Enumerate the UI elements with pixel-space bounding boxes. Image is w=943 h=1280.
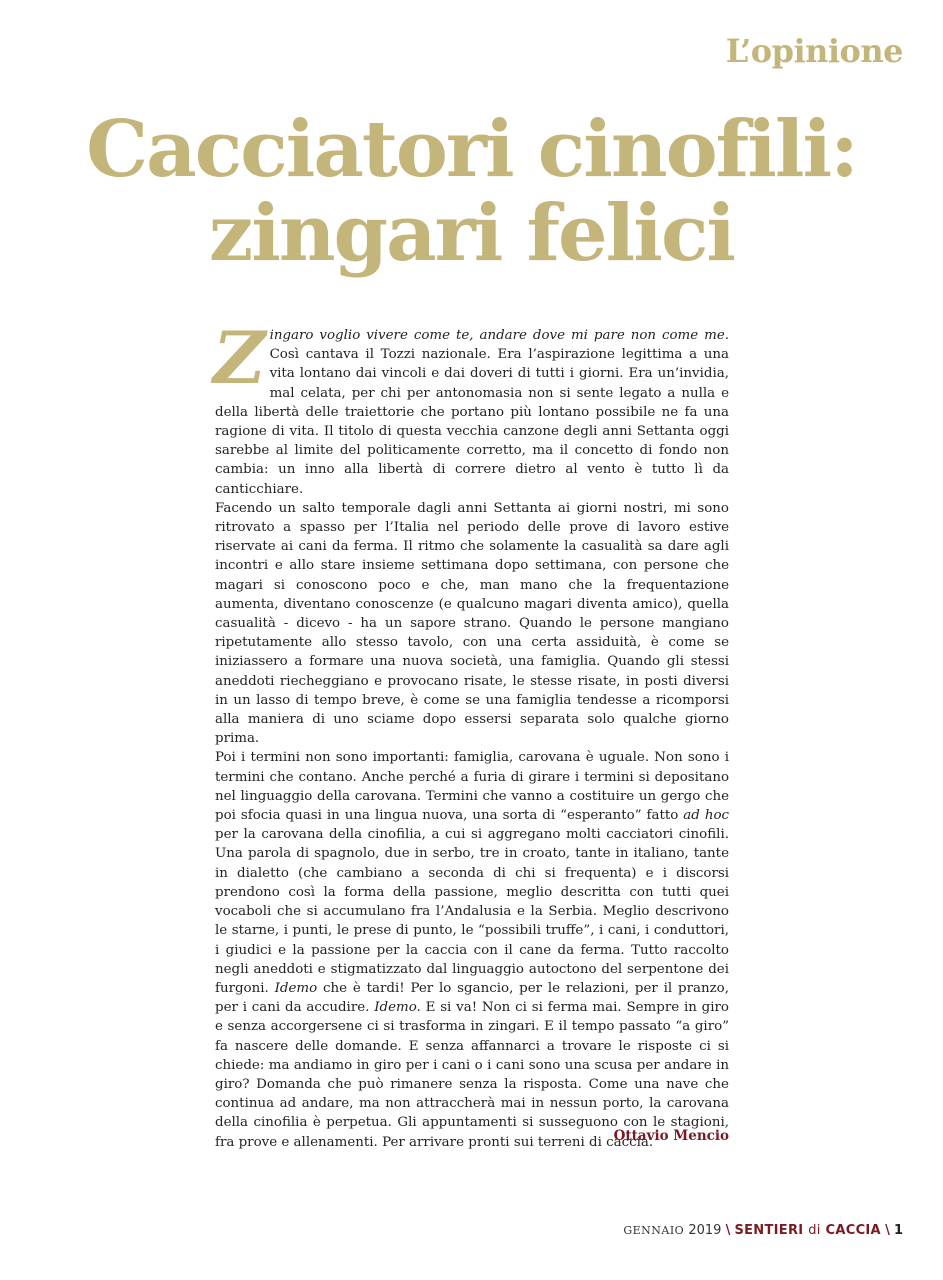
paragraph-1-text: Così cantava il Tozzi nazionale. Era l’aspirazione legittima a una vita lontano dai vincoli e dai doveri di tutti i giorni. Era un’invidia, mal celata, per chi per antonomasia non si sente legato a nulla e della libertà delle traiettorie che portano più lontano possibile ne fa una ragione di vita. Il titolo di questa vecchia canzone degli anni Settanta oggi sarebbe al limite del politicamente corretto, ma il concetto di fondo non cambia: un inno alla libertà di correre dietro al vento è tutto lì da canticchiare. bbox=[215, 347, 729, 497]
footer-separator-1: \ bbox=[725, 1223, 731, 1238]
italic-idemo-2: Idemo. bbox=[374, 1000, 421, 1016]
magazine-name-a: SENTIERI bbox=[734, 1223, 809, 1238]
paragraph-3-text-a: Poi i termini non sono importanti: famiglia, carovana è uguale. Non sono i termini che contano. Anche perché a furia di girare i termini si depositano nel linguaggio della carovana. Termini che vanno a costituire un gergo che poi sfocia quasi in una lingua nuova, una sorta di “esperanto” fatto bbox=[215, 750, 729, 824]
italic-idemo-1: Idemo bbox=[274, 980, 318, 996]
headline-line-1: Cacciatori cinofili: bbox=[86, 104, 857, 195]
headline bbox=[0, 104, 943, 279]
page-footer bbox=[623, 1223, 903, 1238]
section-label: L’opinione bbox=[725, 32, 903, 70]
paragraph-3-text-c: che è tardi! Per lo sgancio, per le relazioni, per il pranzo, per i cani da accudire. bbox=[215, 980, 729, 1016]
footer-month: GENNAIO bbox=[623, 1224, 685, 1237]
paragraph-3 bbox=[215, 748, 729, 1151]
page-number: 1 bbox=[893, 1223, 903, 1238]
italic-ad-hoc: ad hoc bbox=[683, 808, 730, 824]
article-body bbox=[213, 315, 730, 1152]
footer-separator-2: \ bbox=[885, 1223, 890, 1238]
paragraph-2: Facendo un salto temporale dagli anni Settanta ai giorni nostri, mi sono ritrovato a spasso per l’Italia nel periodo delle prove di lavoro estive riservate ai cani da ferma. Il ritmo che solamente la casualità sa dare agli incontri e allo stare insieme settimana dopo settimana, con persone che magari si conoscono poco e che, man mano che la frequentazione aumenta, diventano conoscenze (e qualcuno magari diventa amico), quella casualità - dicevo - ha un sapore strano. Quando le persone mangiano ripetutamente allo stesso tavolo, con una certa assiduità, è come se iniziassero a formare una nuova società, una famiglia. Quando gli stessi aneddoti riecheggiano e provocano risate, le stesse risate, in posti diversi in un lasso di tempo breve, è come se una famiglia tendesse a ricomporsi alla maniera di uno sciame dopo essersi separata solo qualche giorno prima. bbox=[215, 500, 729, 747]
paragraph-3-text-d: E si va! Non ci si ferma mai. Sempre in giro e senza accorgersene ci si trasforma in zingari. E il tempo passato “a giro” fa nascere delle domande. E senza affannarci a trovare le risposte ci si chiede: ma andiamo in giro per i cani o i cani sono una scusa per andare in giro? Domanda che può rimanere senza la risposta. Come una nave che continua ad andare, ma non attraccherà mai in nessun porto, la carovana della cinofilia è perpetua. Gli appuntamenti si susseguono con le stagioni, fra prove e allenamenti. Per arrivare pronti sui terreni di caccia. bbox=[215, 1000, 729, 1150]
headline-line-2: zingari felici bbox=[208, 188, 735, 279]
paragraph-3-text-b: per la carovana della cinofilia, a cui si aggregano molti cacciatori cinofili. Una parola di spagnolo, due in serbo, tre in croato, tante in italiano, tante in dialetto (che cambiano a seconda di chi si frequenta) e i discorsi prendono così la forma della passione, meglio descritta con tutti quei vocaboli che si accumulano fra l’Andalusia e la Serbia. Meglio descrivono le starne, i punti, le prese di punto, le “possibili truffe”, i cani, i conduttori, i giudici e la passione per la caccia con il cane da ferma. Tutto raccolto negli aneddoti e stigmatizzato dal linguaggio autoctono del serpentone dei furgoni. bbox=[215, 827, 729, 996]
footer-year: 2019 bbox=[688, 1223, 722, 1238]
drop-cap: Z bbox=[213, 315, 266, 400]
paragraph-1 bbox=[213, 315, 729, 499]
magazine-name-di: di bbox=[808, 1223, 821, 1238]
author-name: Ottavio Mencio bbox=[613, 1128, 729, 1144]
intro-quote: ingaro voglio vivere come te, andare dove mi pare non come me. bbox=[269, 328, 729, 343]
magazine-name bbox=[734, 1223, 880, 1238]
magazine-name-b: CACCIA bbox=[820, 1223, 881, 1238]
